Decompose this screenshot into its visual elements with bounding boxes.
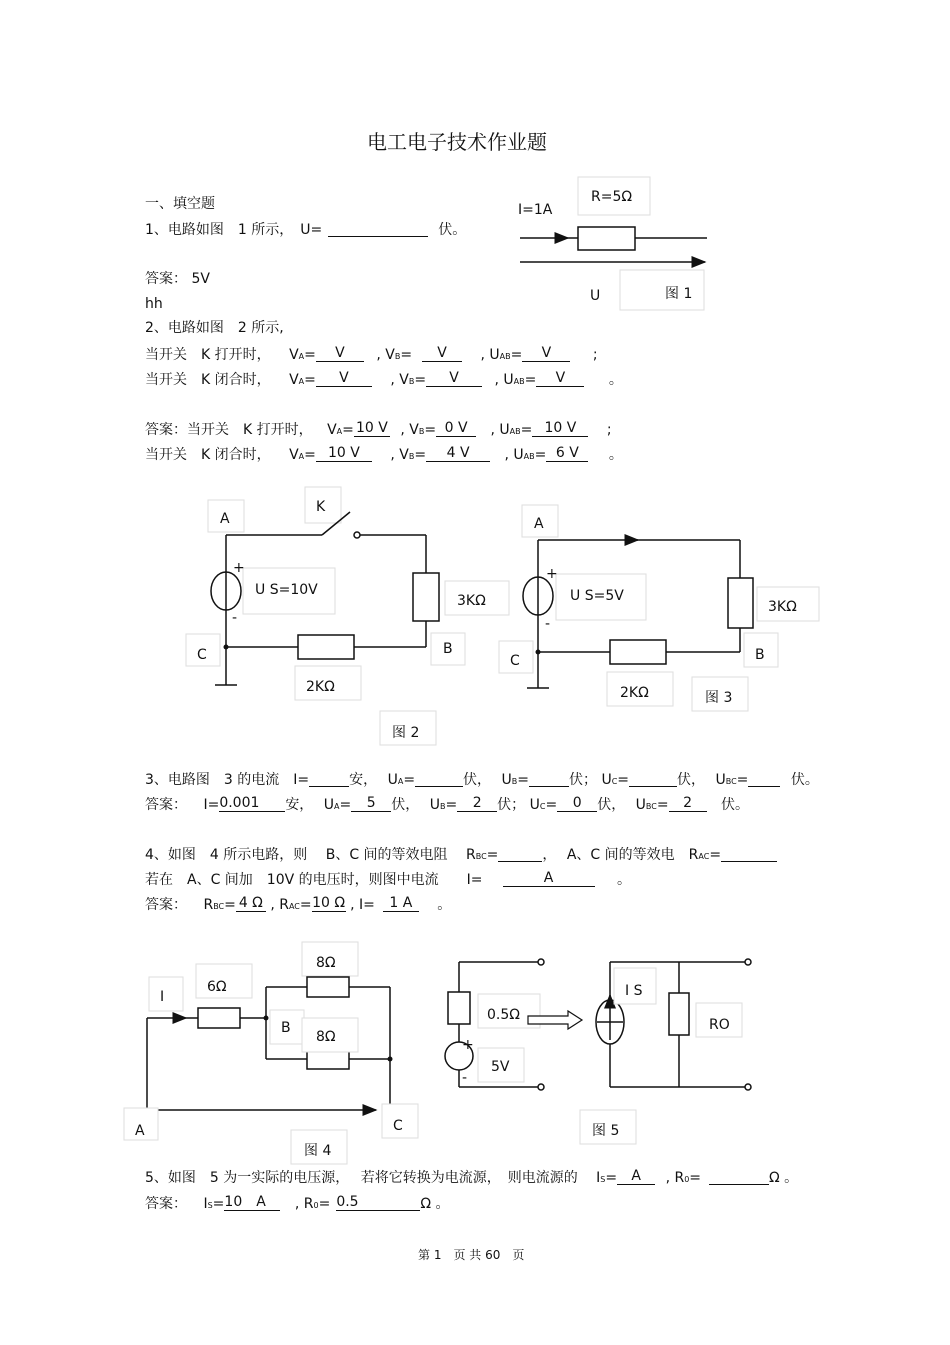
fig2-label-a: A — [220, 511, 230, 527]
svg-text:5V: 5V — [491, 1059, 510, 1075]
fig4-resistor-8a — [307, 977, 349, 997]
q4-line2: 若在 A、C 间加 10V 的电压时，则图中电流 I= A 。 — [145, 870, 631, 888]
fig3-resistor-2k — [610, 640, 666, 664]
fig1-resistor — [578, 227, 635, 250]
q3-text: 3、电路图 3 的电流 I= 安， UA= 伏， UB= 伏； UC= 伏， UBC= 伏。 — [145, 772, 819, 788]
fig4-resistor-6 — [198, 1008, 240, 1028]
fig4-label-b: B — [281, 1020, 291, 1036]
q2-answer-closed: 当开关 K 闭合时， VA= 10 V , VB= 4 V , UAB= 6 V 。 — [145, 445, 623, 463]
svg-text:8Ω: 8Ω — [316, 1029, 336, 1045]
q2-open-line: 当开关 K 打开时， VA= V , VB= V , UAB= V ; — [145, 345, 598, 363]
svg-text:RO: RO — [709, 1017, 730, 1033]
svg-text:+: + — [462, 1037, 474, 1053]
fig4-label-i: I — [160, 989, 165, 1005]
svg-text:I S: I S — [625, 983, 643, 999]
fig4-label-c: C — [393, 1118, 403, 1134]
q2-intro: 2、电路如图 2 所示, — [145, 320, 284, 336]
fig3-label-a: A — [534, 516, 544, 532]
svg-text:+: + — [546, 566, 558, 582]
fig2-label-k: K — [316, 499, 326, 515]
fig5-resistor-ro — [669, 993, 689, 1035]
fig2-caption: 图 2 — [392, 725, 420, 741]
q5-text: 5、如图 5 为一实际的电压源， 若将它转换为电流源， 则电流源的 IS= A , R0= Ω 。 — [145, 1168, 799, 1186]
fig3-label-b: B — [755, 647, 765, 663]
q3-answer: 答案： I=0.001 安， UA= 5 伏， UB= 2 伏； UC= 0 伏， UBC= 2 伏。 — [145, 795, 750, 813]
figure-5 — [445, 959, 751, 1144]
q2-answer-open: 答案：当开关 K 打开时， VA= 10 V , VB= 0 V , UAB= 10 V ; — [145, 420, 612, 438]
q1-note: hh — [145, 296, 163, 312]
svg-text:3KΩ: 3KΩ — [768, 599, 797, 615]
fig5-resistor — [448, 992, 470, 1024]
fig2-resistor-3k — [413, 573, 439, 621]
fig3-source-label: U S=5V — [570, 588, 624, 604]
svg-text:+: + — [233, 560, 245, 576]
fig2-source-label: U S=10V — [255, 582, 318, 598]
fig5-caption: 图 5 — [592, 1123, 620, 1139]
fig3-resistor-3k — [728, 578, 753, 628]
fig3-caption: 图 3 — [705, 690, 733, 706]
svg-text:3KΩ: 3KΩ — [457, 593, 486, 609]
q4-line1: 4、如图 4 所示电路，则 B、C 间的等效电阻 RBC= ， A、C 间的等效电 RAC= — [145, 846, 777, 862]
svg-text:8Ω: 8Ω — [316, 955, 336, 971]
svg-text:0.5Ω: 0.5Ω — [487, 1007, 520, 1023]
page-footer: 第 1 页 共 60 页 — [418, 1248, 525, 1262]
fig2-resistor-2k — [298, 635, 354, 659]
q5-answer: 答案： IS=10 A , R0= 0.5 Ω 。 — [145, 1194, 450, 1212]
fig1-resistor-label: R=5Ω — [591, 189, 633, 205]
fig2-label-b: B — [443, 641, 453, 657]
fig3-label-c: C — [510, 653, 520, 669]
svg-text:-: - — [232, 610, 238, 626]
fig1-voltage-label: U — [590, 288, 601, 304]
fig1-current-label: I=1A — [518, 202, 553, 218]
fig1-caption: 图 1 — [665, 286, 693, 302]
svg-text:6Ω: 6Ω — [207, 979, 227, 995]
q4-answer: 答案： RBC= 4 Ω , RAC=10 Ω , I= 1 A 。 — [145, 895, 452, 913]
svg-text:2KΩ: 2KΩ — [306, 679, 335, 695]
svg-text:-: - — [462, 1070, 468, 1086]
q2-closed-line: 当开关 K 闭合时， VA= V , VB= V , UAB= V 。 — [145, 370, 623, 388]
figure-1 — [518, 177, 707, 310]
fig4-label-a: A — [135, 1123, 145, 1139]
section-heading: 一、填空题 — [145, 196, 215, 212]
figure-3 — [499, 505, 819, 711]
q1-text: 1、电路如图 1 所示， U= 伏。 — [145, 222, 467, 238]
fig2-label-c: C — [197, 647, 207, 663]
figure-2 — [186, 487, 509, 745]
page-title: 电工电子技术作业题 — [367, 130, 547, 154]
fig4-caption: 图 4 — [304, 1143, 332, 1159]
figure-4 — [124, 942, 418, 1164]
svg-text:-: - — [545, 616, 551, 632]
q1-answer: 答案： 5V — [145, 271, 210, 287]
svg-text:2KΩ: 2KΩ — [620, 685, 649, 701]
